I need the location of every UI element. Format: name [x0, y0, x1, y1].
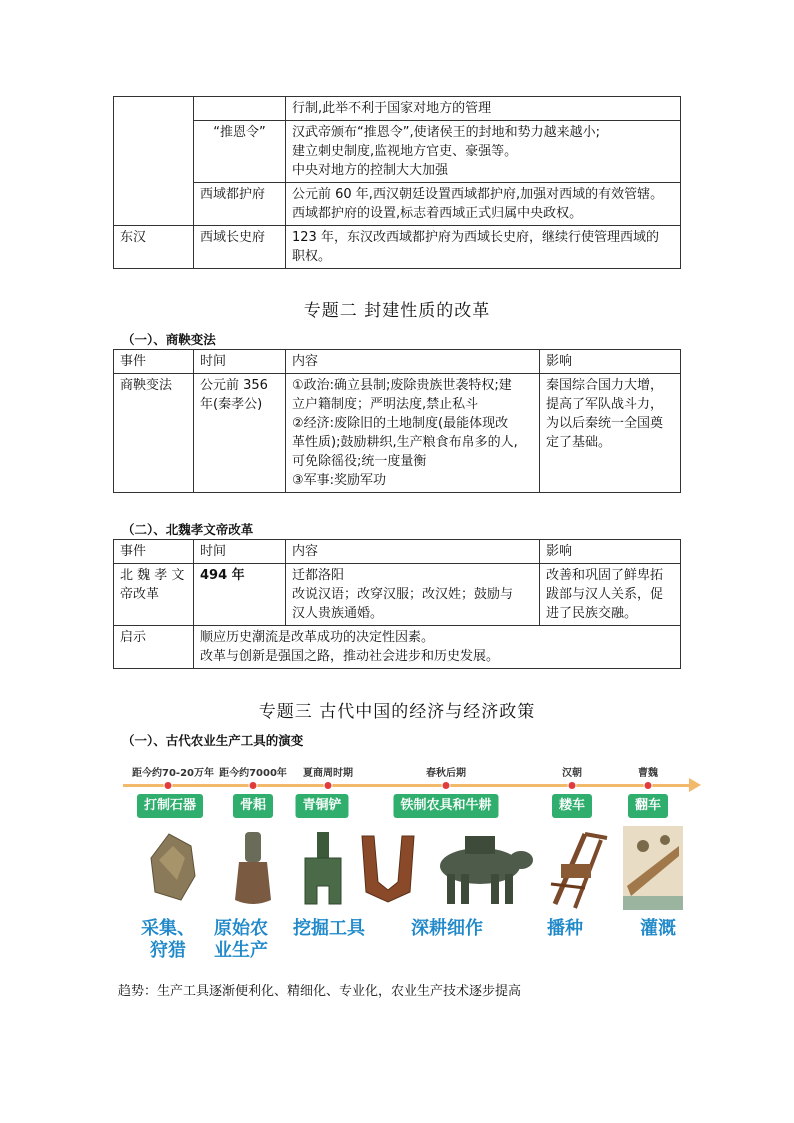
column-header: 时间: [194, 350, 286, 374]
content-cell: [286, 564, 540, 626]
table-header-row: [114, 350, 681, 374]
subsection-heading: （一）、商鞅变法: [122, 332, 216, 347]
text-line: 业生产: [214, 940, 268, 961]
timeline-dot: [164, 781, 173, 790]
table-header-row: [114, 540, 681, 564]
section-title: 专题二 封建性质的改革: [303, 301, 491, 321]
measure-cell: [194, 97, 286, 121]
text-line: 迁都洛阳: [292, 568, 345, 583]
timeline-dot: [442, 781, 451, 790]
text-line: ①政治:确立县制;废除贵族世袭特权;建: [292, 378, 512, 393]
text-line: 改革与创新是强国之路，推动社会进步和历史发展。: [200, 649, 500, 664]
text-line: 北 魏 孝 文: [120, 568, 185, 583]
detail-cell: [286, 121, 681, 183]
text-line: 123 年，东汉改西域都护府为西域长史府，继续行使管理西域的: [292, 230, 659, 245]
content-cell: [286, 374, 540, 493]
subsection-heading: （一）、古代农业生产工具的演变: [122, 733, 304, 748]
time-cell: [194, 374, 286, 493]
shangyang-table: [113, 349, 681, 493]
text-line: 秦国综合国力大增，: [546, 378, 664, 393]
text-line: 进了民族交融。: [546, 606, 638, 621]
tool-tag: 骨耜: [233, 794, 273, 818]
usage-label: 灌溉: [640, 918, 676, 939]
table-row: [114, 564, 681, 626]
seed-drill-icon: [545, 824, 615, 914]
period-label: 距今约7000年: [219, 768, 287, 779]
period-label: 曹魏: [638, 768, 658, 779]
tool-evolution-timeline: [113, 760, 703, 975]
text-line: 顺应历史潮流是改革成功的决定性因素。: [200, 630, 435, 645]
event-cell: [114, 564, 194, 626]
text-line: 公元前 356: [200, 378, 268, 393]
column-header: 影响: [540, 350, 681, 374]
text-line: ②经济:废除旧的土地制度(最能体现改: [292, 416, 509, 431]
subsection-heading: （二）、北魏孝文帝改革: [122, 522, 254, 537]
text-line: 汉武帝颁布“推恩令”,使诸侯王的封地和势力越来越小;: [292, 125, 600, 140]
text-line: 跋部与汉人关系，促: [546, 587, 664, 602]
iron-plow-icon: [358, 832, 418, 904]
period-label: 汉朝: [562, 768, 582, 779]
table-row: [114, 121, 681, 183]
ox-figure-icon: [425, 830, 535, 910]
dynasty-cell: [114, 226, 194, 269]
bronze-shovel-icon: [299, 830, 347, 910]
table-row: [114, 226, 681, 269]
table-row: [114, 626, 681, 669]
text-line: 提高了军队战斗力，: [546, 397, 664, 412]
text-line: ③军事:奖励军功: [292, 473, 387, 488]
tool-tag: 耧车: [552, 794, 592, 818]
column-header: 事件: [114, 540, 194, 564]
time-cell: [194, 564, 286, 626]
measure-cell: [194, 121, 286, 183]
measure-label: “推恩令”: [213, 125, 266, 140]
column-header: 内容: [286, 540, 540, 564]
column-header: 事件: [114, 350, 194, 374]
text-line: 职权。: [292, 249, 332, 264]
timeline-dot: [249, 781, 258, 790]
usage-label: [214, 918, 268, 962]
dynasty-cell: [114, 97, 194, 226]
text-line: 改说汉语；改穿汉服；改汉姓；鼓励与: [292, 587, 514, 602]
time-value: 494 年: [200, 568, 245, 583]
text-line: 定了基础。: [546, 435, 612, 450]
text-line: 改善和巩固了鲜卑拓: [546, 568, 664, 583]
text-line: 原始农: [214, 918, 268, 939]
detail-cell: [286, 183, 681, 226]
usage-label: [141, 918, 195, 962]
column-header: 时间: [194, 540, 286, 564]
text-line: 帝改革: [120, 587, 160, 602]
text-line: 行制,此举不利于国家对地方的管理: [292, 101, 492, 116]
tool-tag: 铁制农具和牛耕: [393, 794, 498, 818]
text-line: 采集、: [141, 918, 195, 939]
text-line: 革性质);鼓励耕织,生产粮食布帛多的人,: [292, 435, 518, 450]
table-top: [113, 96, 681, 269]
measure-cell: [194, 226, 286, 269]
text-line: 年(秦孝公): [200, 397, 263, 412]
tool-tag: 打制石器: [137, 794, 203, 818]
period-label: 距今约70-20万年: [132, 768, 214, 779]
text-line: 汉人贵族通婚。: [292, 606, 384, 621]
period-label: 夏商周时期: [303, 768, 353, 779]
xiaowen-table: [113, 539, 681, 669]
timeline-dot: [324, 781, 333, 790]
column-header: 内容: [286, 350, 540, 374]
event-cell: 商鞅变法: [114, 374, 194, 493]
measure-cell: [194, 183, 286, 226]
text-line: 建立刺史制度,监视地方官吏、豪强等。: [292, 144, 518, 159]
insight-label: 启示: [114, 626, 194, 669]
timeline-axis: [123, 784, 693, 787]
usage-label: 挖掘工具: [293, 918, 365, 939]
measure-label: 西域都护府: [200, 187, 266, 202]
table-row: [114, 374, 681, 493]
period-label: 春秋后期: [426, 768, 466, 779]
bone-spade-icon: [231, 830, 275, 910]
impact-cell: [540, 374, 681, 493]
insight-cell: [194, 626, 681, 669]
text-line: 立户籍制度；严明法度,禁止私斗: [292, 397, 479, 412]
detail-cell: [286, 97, 681, 121]
column-header: 影响: [540, 540, 681, 564]
timeline-arrow-icon: [689, 778, 701, 792]
impact-cell: [540, 564, 681, 626]
text-line: 狩猎: [150, 940, 186, 961]
text-line: 中央对地方的控制大大加强: [292, 163, 449, 178]
water-wheel-icon: [623, 826, 683, 910]
text-line: 西域都护府的设置,标志着西域正式归属中央政权。: [292, 206, 583, 221]
table-row: [114, 183, 681, 226]
trend-text: 趋势：生产工具逐渐便利化、精细化、专业化，农业生产技术逐步提高: [118, 984, 522, 999]
timeline-dot: [644, 781, 653, 790]
measure-label: 西域长史府: [200, 230, 266, 245]
stone-tool-icon: [141, 828, 201, 906]
text-line: 可免除徭役;统一度量衡: [292, 454, 427, 469]
dynasty-label: 东汉: [120, 230, 147, 245]
usage-label: 播种: [547, 918, 583, 939]
timeline-dot: [568, 781, 577, 790]
detail-cell: [286, 226, 681, 269]
table-row: [114, 97, 681, 121]
tool-tag: 翻车: [628, 794, 668, 818]
tool-tag: 青铜铲: [295, 794, 348, 818]
text-line: 公元前 60 年,西汉朝廷设置西域都护府,加强对西域的有效管辖。: [292, 187, 664, 202]
section-title: 专题三 古代中国的经济与经济政策: [258, 702, 536, 722]
text-line: 为以后秦统一全国奠: [546, 416, 664, 431]
usage-label: 深耕细作: [411, 918, 483, 939]
